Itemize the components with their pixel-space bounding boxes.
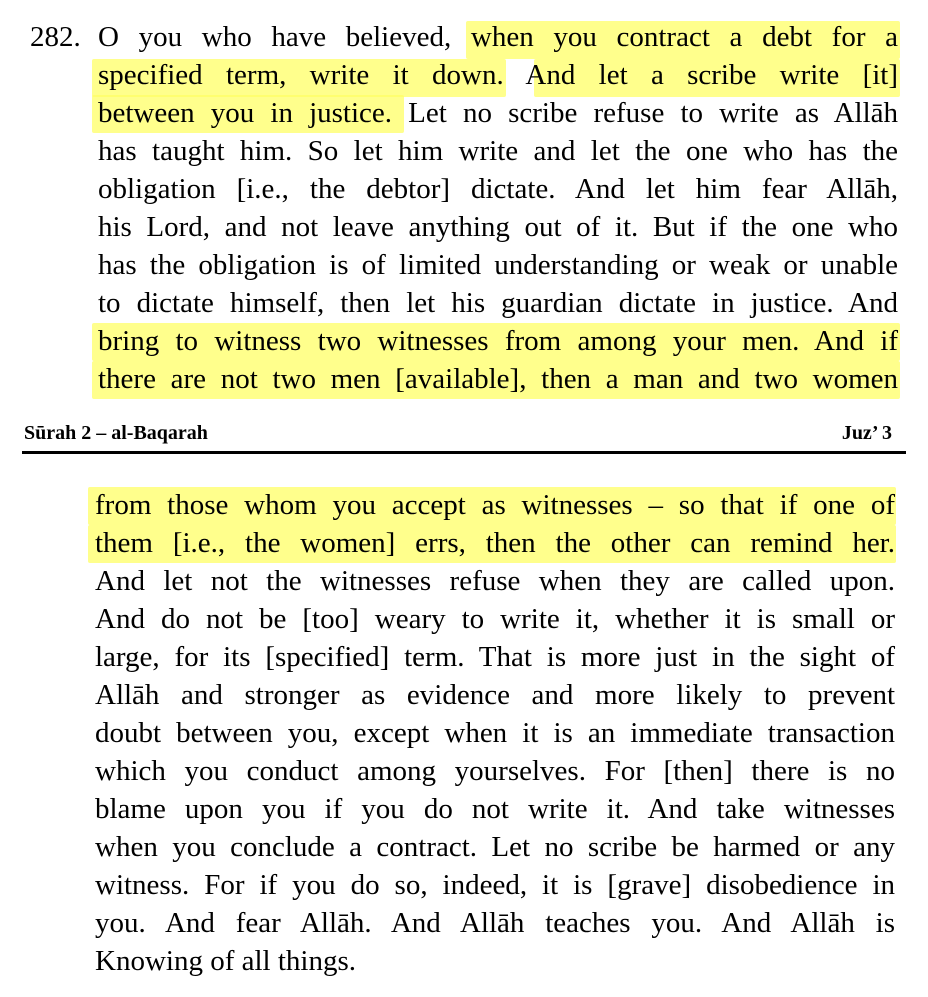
verse-number: 282. xyxy=(30,21,81,53)
running-head xyxy=(24,420,892,446)
text-line: between you in justice. Let no scribe refuse to write as Allāh xyxy=(98,97,898,129)
page-divider xyxy=(22,451,906,454)
text-line: there are not two men [available], then a man and two women xyxy=(98,363,898,395)
surah-label: Sūrah 2 – al-Baqarah xyxy=(24,422,208,444)
text-line: And do not be [too] weary to write it, whether it is small or xyxy=(95,603,895,635)
text-line: his Lord, and not leave anything out of it. But if the one who xyxy=(98,211,898,243)
text-line: O you who have believed, when you contract a debt for a xyxy=(98,21,898,53)
text-line: blame upon you if you do not write it. And take witnesses xyxy=(95,793,895,825)
text-line: bring to witness two witnesses from among your men. And if xyxy=(98,325,898,357)
text-line: when you conclude a contract. Let no scribe be harmed or any xyxy=(95,831,895,863)
text-line: specified term, write it down. And let a scribe write [it] xyxy=(98,59,898,91)
text-line: you. And fear Allāh. And Allāh teaches you. And Allāh is xyxy=(95,907,895,939)
verse-text-page-1 xyxy=(98,18,898,398)
text-line: Knowing of all things. xyxy=(95,945,356,977)
text-line: which you conduct among yourselves. For [then] there is no xyxy=(95,755,895,787)
text-line: obligation [i.e., the debtor] dictate. And let him fear Allāh, xyxy=(98,173,898,205)
text-line: witness. For if you do so, indeed, it is [grave] disobedience in xyxy=(95,869,895,901)
text-line: them [i.e., the women] errs, then the other can remind her. xyxy=(95,527,895,559)
juz-label: Juz’ 3 xyxy=(841,422,892,444)
verse-text-page-2 xyxy=(95,486,895,980)
text-line: And let not the witnesses refuse when they are called upon. xyxy=(95,565,895,597)
text-line: large, for its [specified] term. That is more just in the sight of xyxy=(95,641,895,673)
text-line: doubt between you, except when it is an immediate transaction xyxy=(95,717,895,749)
text-line: has taught him. So let him write and let the one who has the xyxy=(98,135,898,167)
text-line: from those whom you accept as witnesses – so that if one of xyxy=(95,489,895,521)
text-line: to dictate himself, then let his guardian dictate in justice. And xyxy=(98,287,898,319)
text-line: has the obligation is of limited understanding or weak or unable xyxy=(98,249,898,281)
text-line: Allāh and stronger as evidence and more likely to prevent xyxy=(95,679,895,711)
